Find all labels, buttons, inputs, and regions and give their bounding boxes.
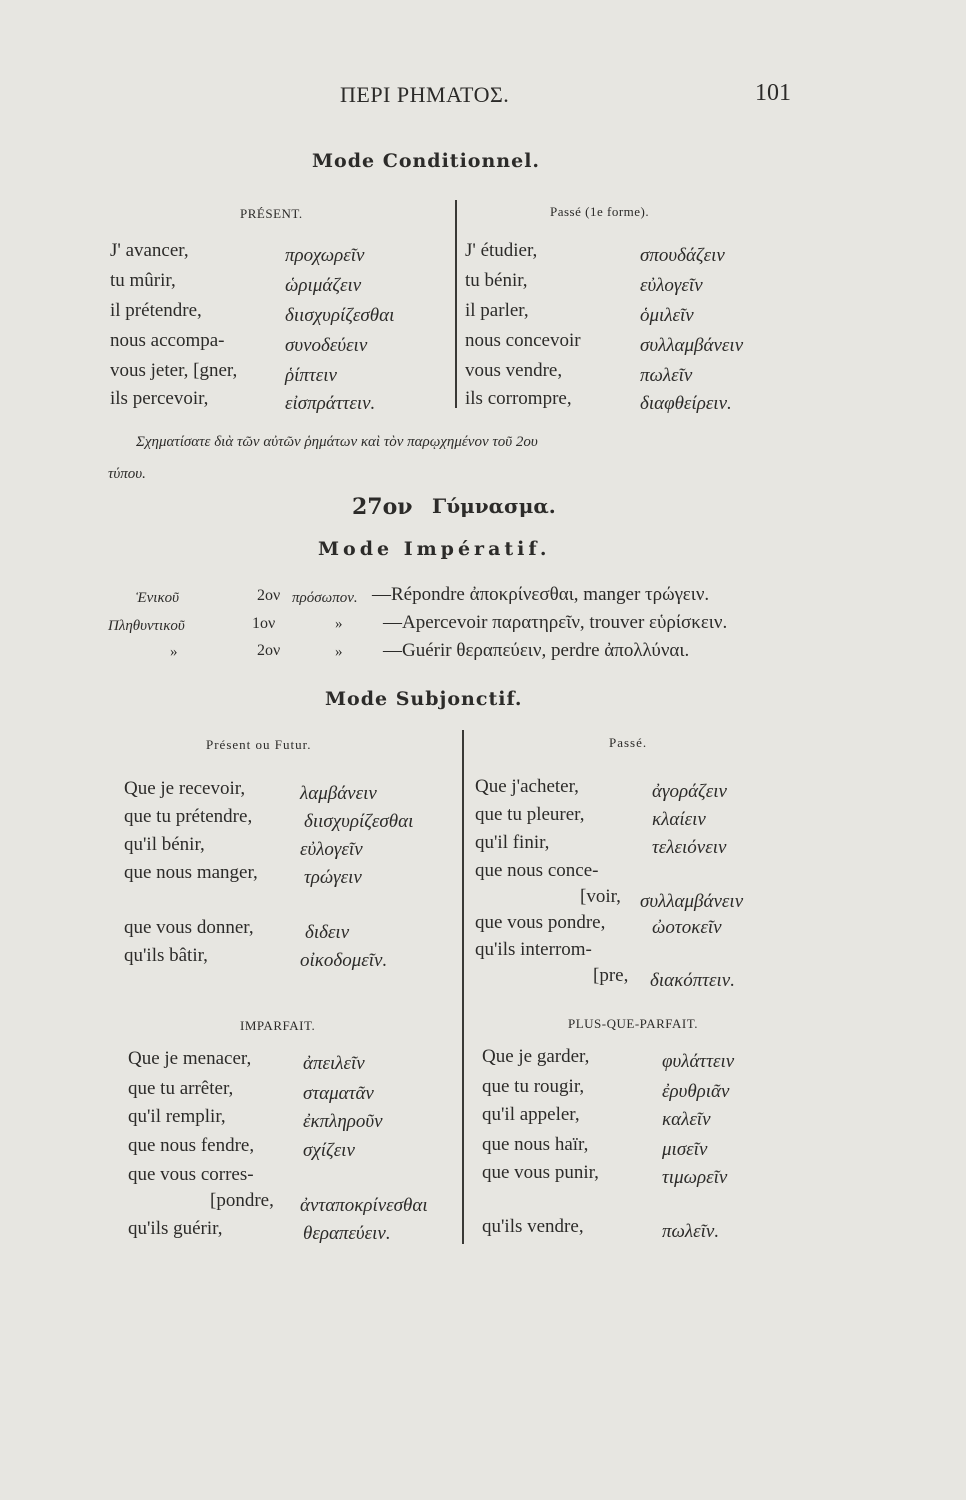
- cond-present-fr-5: vous jeter, [gner,: [110, 360, 238, 381]
- subj-passe-gr-2: κλαίειν: [652, 809, 706, 830]
- running-title: ΠΕΡΙ ΡΗΜΑΤΟΣ.: [340, 82, 510, 107]
- subj-pqp-fr-5: que vous punir,: [482, 1162, 599, 1183]
- subj-present-gr-1: λαμβάνειν: [300, 783, 377, 804]
- subj-imparfait-fr-7: qu'ils guérir,: [128, 1218, 223, 1239]
- subj-pqp-gr-4: μισεῖν: [662, 1139, 708, 1160]
- exercise-heading: Γύμνασμα.: [432, 494, 556, 518]
- subj-pqp-gr-1: φυλάττειν: [662, 1051, 735, 1072]
- subj-pqp-gr-6: πωλεῖν.: [662, 1221, 720, 1242]
- subj-passe-gr-5: συλλαμβάνειν: [640, 891, 744, 912]
- cond-present-gr-2: ὡριμάζειν: [285, 275, 362, 296]
- cond-passe-fr-6: ils corrompre,: [465, 388, 572, 409]
- imperatif-a-1: Ἑνικοῦ: [136, 590, 180, 606]
- imperatif-c-3: »: [335, 644, 343, 660]
- subjonctif-imparfait-heading: IMPARFAIT.: [240, 1018, 316, 1033]
- cond-present-gr-4: συνοδεύειν: [285, 335, 368, 356]
- subjonctif-title: Mode Subjonctif.: [325, 688, 523, 710]
- subj-present-fr-2: que tu prétendre,: [124, 806, 253, 827]
- subj-imparfait-gr-6: ἀνταποκρίνεσθαι: [300, 1195, 428, 1216]
- cond-passe-fr-1: J' étudier,: [465, 240, 538, 261]
- imperatif-c-1: πρόσωπον.: [292, 590, 358, 606]
- subjonctif-present-heading: Présent ou Futur.: [206, 737, 312, 752]
- subj-passe-fr-1: Que j'acheter,: [475, 776, 579, 797]
- subj-pqp-fr-4: que nous haïr,: [482, 1134, 589, 1155]
- cond-passe-gr-5: πωλεῖν: [640, 365, 693, 386]
- subj-present-gr-4: τρώγειν: [304, 867, 362, 888]
- imperatif-b-3: 2ον: [257, 642, 281, 659]
- conditionnel-instruction-line1: Σχηματίσατε διὰ τῶν αὐτῶν ῥημάτων καὶ τὸν παρῳχημένον τοῦ 2ου: [136, 434, 538, 450]
- subj-imparfait-fr-2: que tu arrêter,: [128, 1078, 234, 1099]
- cond-present-fr-1: J' avancer,: [110, 240, 189, 261]
- subj-pqp-fr-3: qu'il appeler,: [482, 1104, 580, 1125]
- subj-imparfait-gr-3: ἐκπληροῦν: [303, 1111, 383, 1132]
- subj-pqp-gr-3: καλεῖν: [662, 1109, 711, 1130]
- subj-pqp-fr-6: qu'ils vendre,: [482, 1216, 584, 1237]
- column-divider: [455, 200, 457, 408]
- subj-passe-fr-7: qu'ils interrom-: [475, 939, 592, 960]
- cond-passe-gr-3: ὁμιλεῖν: [640, 305, 694, 326]
- cond-passe-fr-2: tu bénir,: [465, 270, 528, 291]
- subj-present-gr-2: διισχυρίζεσθαι: [304, 811, 414, 832]
- conditionnel-present-heading: PRÉSENT.: [240, 206, 303, 221]
- cond-present-fr-2: tu mûrir,: [110, 270, 176, 291]
- cond-passe-gr-2: εὐλογεῖν: [640, 275, 703, 296]
- subj-imparfait-fr-6: [pondre,: [210, 1190, 274, 1211]
- subj-imparfait-fr-5: que vous corres-: [128, 1164, 254, 1185]
- column-divider: [462, 730, 464, 1244]
- cond-present-fr-4: nous accompa-: [110, 330, 225, 351]
- subj-pqp-fr-2: que tu rougir,: [482, 1076, 585, 1097]
- subj-present-gr-5: διδειν: [305, 922, 350, 943]
- subj-passe-fr-6: que vous pondre,: [475, 912, 606, 933]
- cond-passe-gr-4: συλλαμβάνειν: [640, 335, 744, 356]
- conditionnel-passe-heading: Passé (1e forme).: [550, 204, 650, 219]
- subj-present-fr-6: qu'ils bâtir,: [124, 945, 208, 966]
- cond-passe-gr-6: διαφθείρειν.: [640, 393, 732, 414]
- imperatif-title: Mode Impératif.: [318, 538, 551, 560]
- cond-passe-gr-1: σπουδάζειν: [640, 245, 725, 266]
- cond-present-fr-3: il prétendre,: [110, 300, 202, 321]
- page-number: 101: [755, 80, 791, 106]
- subj-present-fr-4: que nous manger,: [124, 862, 258, 883]
- subj-passe-fr-3: qu'il finir,: [475, 832, 550, 853]
- subj-imparfait-gr-2: σταματᾶν: [303, 1083, 374, 1104]
- subj-passe-fr-2: que tu pleurer,: [475, 804, 585, 825]
- imperatif-b-2: 1ον: [252, 615, 276, 632]
- subj-imparfait-gr-1: ἀπειλεῖν: [303, 1053, 365, 1074]
- subj-pqp-gr-5: τιμωρεῖν: [662, 1167, 728, 1188]
- cond-present-gr-6: εἰσπράττειν.: [285, 393, 376, 414]
- cond-present-fr-6: ils percevoir,: [110, 388, 209, 409]
- subj-passe-gr-8: διακόπτειν.: [650, 970, 735, 991]
- subj-passe-fr-5: [voir,: [580, 886, 621, 907]
- subj-present-fr-5: que vous donner,: [124, 917, 254, 938]
- subj-present-gr-3: εὐλογεῖν: [300, 839, 363, 860]
- cond-present-gr-1: προχωρεῖν: [285, 245, 365, 266]
- subj-passe-fr-4: que nous conce-: [475, 860, 599, 881]
- subj-passe-gr-3: τελειόνειν: [652, 837, 727, 858]
- subj-imparfait-gr-4: σχίζειν: [303, 1140, 355, 1161]
- imperatif-b-1: 2ον: [257, 587, 281, 604]
- cond-passe-fr-4: nous concevoir: [465, 330, 581, 351]
- subj-imparfait-fr-4: que nous fendre,: [128, 1135, 255, 1156]
- subjonctif-passe-heading: Passé.: [609, 735, 648, 750]
- subj-passe-fr-8: [pre,: [593, 965, 629, 986]
- imperatif-a-3: »: [170, 644, 178, 660]
- cond-present-gr-5: ῥίπτειν: [285, 365, 337, 386]
- conditionnel-instruction-line2: τύπου.: [108, 466, 146, 482]
- subj-present-fr-1: Que je recevoir,: [124, 778, 246, 799]
- subj-imparfait-fr-1: Que je menacer,: [128, 1048, 252, 1069]
- subj-present-fr-3: qu'il bénir,: [124, 834, 205, 855]
- subjonctif-pqp-heading: PLUS-QUE-PARFAIT.: [568, 1016, 698, 1031]
- imperatif-c-2: »: [335, 616, 343, 632]
- cond-present-gr-3: διισχυρίζεσθαι: [285, 305, 395, 326]
- subj-passe-gr-6: ὠοτοκεῖν: [652, 917, 722, 938]
- imperatif-a-2: Πληθυντικοῦ: [108, 618, 185, 634]
- cond-passe-fr-3: il parler,: [465, 300, 529, 321]
- imperatif-d-1: —Répondre ἀποκρίνεσθαι, manger τρώγειν.: [372, 584, 710, 605]
- subj-pqp-fr-1: Que je garder,: [482, 1046, 590, 1067]
- subj-imparfait-fr-3: qu'il remplir,: [128, 1106, 226, 1127]
- imperatif-d-2: —Apercevoir παρατηρεῖν, trouver εὑρίσκειν.: [383, 612, 728, 633]
- conditionnel-title: Mode Conditionnel.: [312, 150, 541, 172]
- exercise-number: 27ον: [352, 494, 413, 520]
- cond-passe-fr-5: vous vendre,: [465, 360, 563, 381]
- imperatif-d-3: —Guérir θεραπεύειν, perdre ἀπολλύναι.: [383, 640, 690, 661]
- subj-imparfait-gr-7: θεραπεύειν.: [303, 1223, 391, 1244]
- subj-passe-gr-1: ἀγοράζειν: [652, 781, 727, 802]
- subj-present-gr-6: οἰκοδομεῖν.: [300, 950, 388, 971]
- subj-pqp-gr-2: ἐρυθριᾶν: [662, 1081, 730, 1102]
